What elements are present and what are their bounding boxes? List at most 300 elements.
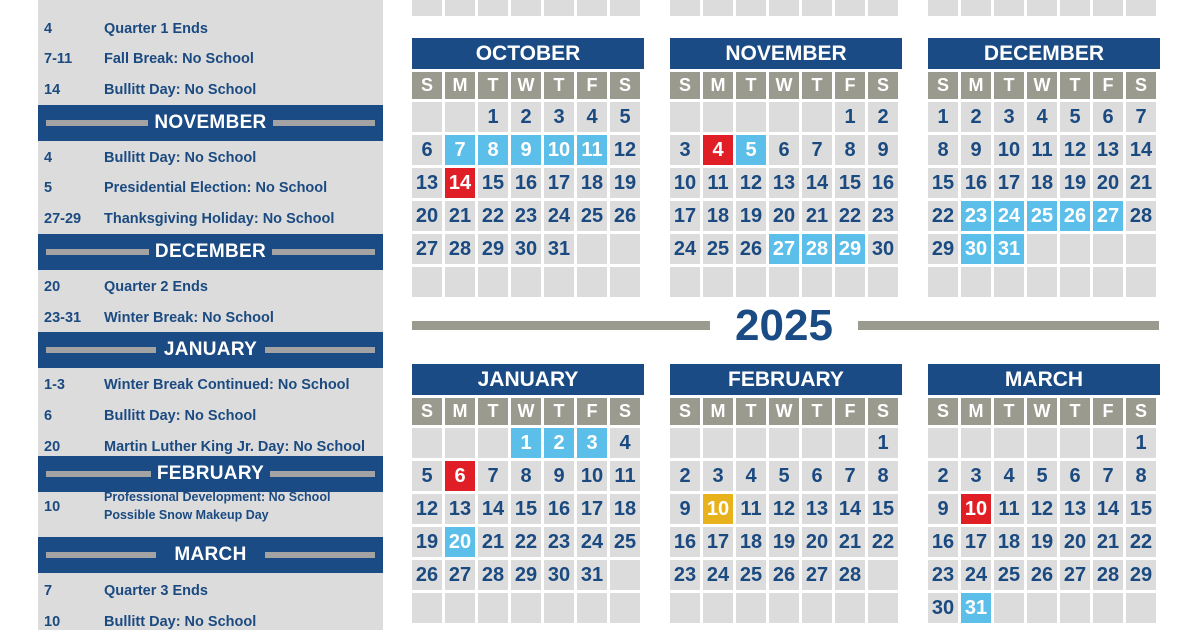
day-cell: 17 [961, 527, 991, 557]
day-cell: 19 [769, 527, 799, 557]
month-calendar-november [670, 38, 902, 297]
weekday-header: T [544, 72, 574, 99]
month-grid [670, 72, 902, 297]
empty-day-cell [1126, 593, 1156, 623]
day-cell: 2 [868, 102, 898, 132]
day-cell: 20 [1060, 527, 1090, 557]
event-description-line: Professional Development: No School [104, 490, 331, 504]
day-cell: 29 [1126, 560, 1156, 590]
day-cell: 5 [769, 461, 799, 491]
empty-day-cell [1027, 428, 1057, 458]
empty-day-cell [445, 428, 475, 458]
event-month-label: NOVEMBER [148, 112, 272, 133]
day-cell: 13 [1060, 494, 1090, 524]
event-description: Quarter 1 Ends [104, 21, 208, 37]
day-cell: 2 [544, 428, 574, 458]
event-row [38, 173, 383, 201]
event-month-header [38, 332, 383, 368]
weekday-header: S [928, 72, 958, 99]
empty-day-cell [928, 267, 958, 297]
empty-day-cell [736, 267, 766, 297]
weekday-header: W [1027, 398, 1057, 425]
day-cell: 23 [511, 201, 541, 231]
event-month-label: JANUARY [158, 339, 263, 360]
empty-day-cell [478, 428, 508, 458]
day-cell: 15 [1126, 494, 1156, 524]
day-cell: 7 [802, 135, 832, 165]
weekday-header: F [1093, 398, 1123, 425]
day-cell: 25 [577, 201, 607, 231]
empty-day-cell [994, 428, 1024, 458]
day-cell: 15 [478, 168, 508, 198]
day-cell: 19 [610, 168, 640, 198]
event-description: Quarter 3 Ends [104, 583, 208, 599]
day-cell: 15 [868, 494, 898, 524]
weekday-header: T [994, 72, 1024, 99]
event-row [38, 44, 383, 72]
day-cell: 7 [1126, 102, 1156, 132]
day-cell: 22 [928, 201, 958, 231]
day-cell: 7 [835, 461, 865, 491]
day-cell: 26 [769, 560, 799, 590]
day-cell: 20 [1093, 168, 1123, 198]
empty-day-cell [445, 593, 475, 623]
day-cell: 8 [478, 135, 508, 165]
event-row [38, 576, 383, 604]
day-cell: 16 [868, 168, 898, 198]
day-cell: 21 [835, 527, 865, 557]
event-date: 10 [44, 614, 61, 630]
month-calendar-october [412, 38, 644, 297]
day-cell: 17 [544, 168, 574, 198]
day-cell: 23 [868, 201, 898, 231]
empty-day-cell [670, 102, 700, 132]
event-description: Presidential Election: No School [104, 180, 328, 196]
day-cell: 28 [445, 234, 475, 264]
month-grid [412, 398, 644, 623]
weekday-header: M [703, 72, 733, 99]
day-cell: 31 [994, 234, 1024, 264]
events-panel [38, 0, 383, 630]
empty-day-cell [1126, 234, 1156, 264]
day-cell: 4 [610, 428, 640, 458]
day-cell: 11 [610, 461, 640, 491]
day-cell: 16 [670, 527, 700, 557]
empty-day-cell [769, 428, 799, 458]
empty-day-cell [544, 593, 574, 623]
day-cell: 22 [1126, 527, 1156, 557]
day-cell: 28 [802, 234, 832, 264]
day-cell: 16 [511, 168, 541, 198]
day-cell: 9 [928, 494, 958, 524]
day-cell: 6 [802, 461, 832, 491]
event-date: 1-3 [44, 377, 65, 393]
empty-day-cell [703, 102, 733, 132]
day-cell: 22 [511, 527, 541, 557]
event-row [38, 272, 383, 300]
day-cell: 9 [544, 461, 574, 491]
day-cell: 12 [769, 494, 799, 524]
empty-day-cell [961, 267, 991, 297]
day-cell: 13 [769, 168, 799, 198]
weekday-header: M [445, 72, 475, 99]
day-cell: 6 [769, 135, 799, 165]
empty-day-cell [868, 560, 898, 590]
weekday-header: W [769, 398, 799, 425]
empty-day-cell [736, 428, 766, 458]
day-cell: 10 [544, 135, 574, 165]
day-cell: 6 [445, 461, 475, 491]
day-cell: 29 [928, 234, 958, 264]
empty-day-cell [1060, 267, 1090, 297]
event-month-header [38, 234, 383, 270]
day-cell: 3 [961, 461, 991, 491]
day-cell: 14 [445, 168, 475, 198]
day-cell: 17 [703, 527, 733, 557]
day-cell: 22 [835, 201, 865, 231]
day-cell: 9 [670, 494, 700, 524]
day-cell: 1 [868, 428, 898, 458]
day-cell: 11 [1027, 135, 1057, 165]
weekday-header: T [802, 398, 832, 425]
day-cell: 31 [577, 560, 607, 590]
event-date: 23-31 [44, 310, 82, 326]
event-description: Bullitt Day: No School [104, 408, 257, 424]
event-date: 14 [44, 82, 61, 98]
day-cell: 9 [961, 135, 991, 165]
event-date: 4 [44, 150, 53, 166]
day-cell: 26 [1060, 201, 1090, 231]
event-description: Thanksgiving Holiday: No School [104, 211, 335, 227]
day-cell: 21 [1126, 168, 1156, 198]
empty-day-cell [544, 267, 574, 297]
day-cell: 22 [868, 527, 898, 557]
month-calendar-january [412, 364, 644, 623]
day-cell: 3 [577, 428, 607, 458]
day-cell: 31 [544, 234, 574, 264]
empty-day-cell [868, 593, 898, 623]
day-cell: 10 [703, 494, 733, 524]
weekday-header: F [835, 72, 865, 99]
day-cell: 5 [1027, 461, 1057, 491]
event-date: 20 [44, 439, 61, 455]
empty-day-cell [1126, 267, 1156, 297]
empty-day-cell [445, 267, 475, 297]
day-cell: 19 [736, 201, 766, 231]
day-cell: 26 [412, 560, 442, 590]
empty-day-cell [736, 593, 766, 623]
event-description: Bullitt Day: No School [104, 82, 257, 98]
month-grid [670, 398, 902, 623]
event-description: Bullitt Day: No School [104, 614, 257, 630]
day-cell: 20 [445, 527, 475, 557]
month-grid [928, 398, 1160, 623]
empty-day-cell [610, 593, 640, 623]
day-cell: 18 [994, 527, 1024, 557]
empty-day-cell [802, 593, 832, 623]
day-cell: 23 [670, 560, 700, 590]
weekday-header: W [769, 72, 799, 99]
day-cell: 13 [1093, 135, 1123, 165]
month-calendar-february [670, 364, 902, 623]
event-row [38, 75, 383, 103]
day-cell: 6 [1060, 461, 1090, 491]
day-cell: 18 [703, 201, 733, 231]
day-cell: 27 [1060, 560, 1090, 590]
day-cell: 9 [511, 135, 541, 165]
year-divider-left [412, 321, 710, 330]
empty-day-cell [577, 593, 607, 623]
day-cell: 25 [610, 527, 640, 557]
weekday-header: T [736, 398, 766, 425]
day-cell: 27 [412, 234, 442, 264]
day-cell: 24 [577, 527, 607, 557]
day-cell: 7 [478, 461, 508, 491]
event-row [38, 14, 383, 42]
weekday-header: S [928, 398, 958, 425]
day-cell: 28 [835, 560, 865, 590]
event-month-label: MARCH [168, 544, 252, 565]
empty-day-cell [1027, 267, 1057, 297]
empty-day-cell [994, 267, 1024, 297]
day-cell: 3 [703, 461, 733, 491]
month-title: MARCH [928, 364, 1160, 395]
day-cell: 15 [928, 168, 958, 198]
day-cell: 16 [544, 494, 574, 524]
day-cell: 3 [994, 102, 1024, 132]
day-cell: 23 [961, 201, 991, 231]
day-cell: 25 [736, 560, 766, 590]
empty-day-cell [961, 428, 991, 458]
previous-calendar-row-left [412, 0, 640, 16]
event-date: 27-29 [44, 211, 82, 227]
month-title: JANUARY [412, 364, 644, 395]
weekday-header: M [445, 398, 475, 425]
empty-day-cell [802, 102, 832, 132]
weekday-header: S [610, 398, 640, 425]
month-title: NOVEMBER [670, 38, 902, 69]
month-grid [412, 72, 644, 297]
day-cell: 8 [928, 135, 958, 165]
day-cell: 11 [736, 494, 766, 524]
weekday-header: S [412, 398, 442, 425]
day-cell: 27 [802, 560, 832, 590]
day-cell: 28 [478, 560, 508, 590]
day-cell: 5 [610, 102, 640, 132]
day-cell: 18 [577, 168, 607, 198]
empty-day-cell [412, 593, 442, 623]
day-cell: 10 [961, 494, 991, 524]
month-calendar-march [928, 364, 1160, 623]
day-cell: 4 [1027, 102, 1057, 132]
event-month-header [38, 537, 383, 573]
weekday-header: M [961, 72, 991, 99]
day-cell: 10 [577, 461, 607, 491]
day-cell: 29 [511, 560, 541, 590]
day-cell: 6 [412, 135, 442, 165]
day-cell: 13 [412, 168, 442, 198]
weekday-header: T [478, 398, 508, 425]
day-cell: 20 [769, 201, 799, 231]
event-description: Winter Break: No School [104, 310, 274, 326]
empty-day-cell [703, 593, 733, 623]
event-date: 20 [44, 279, 61, 295]
day-cell: 4 [736, 461, 766, 491]
day-cell: 21 [445, 201, 475, 231]
empty-day-cell [577, 267, 607, 297]
empty-day-cell [1060, 234, 1090, 264]
empty-day-cell [769, 102, 799, 132]
day-cell: 11 [577, 135, 607, 165]
day-cell: 3 [544, 102, 574, 132]
day-cell: 27 [769, 234, 799, 264]
weekday-header: T [1060, 398, 1090, 425]
day-cell: 31 [961, 593, 991, 623]
day-cell: 15 [835, 168, 865, 198]
empty-day-cell [1093, 428, 1123, 458]
event-description: Fall Break: No School [104, 51, 254, 67]
event-description: Winter Break Continued: No School [104, 377, 350, 393]
event-month-label: FEBRUARY [151, 463, 270, 484]
empty-day-cell [802, 267, 832, 297]
day-cell: 10 [994, 135, 1024, 165]
day-cell: 18 [1027, 168, 1057, 198]
month-title: FEBRUARY [670, 364, 902, 395]
day-cell: 30 [961, 234, 991, 264]
day-cell: 10 [670, 168, 700, 198]
year-divider-right [858, 321, 1159, 330]
event-month-label: DECEMBER [149, 241, 272, 262]
empty-day-cell [994, 593, 1024, 623]
day-cell: 14 [1126, 135, 1156, 165]
empty-day-cell [835, 267, 865, 297]
month-calendar-december [928, 38, 1160, 297]
day-cell: 27 [1093, 201, 1123, 231]
day-cell: 21 [1093, 527, 1123, 557]
day-cell: 1 [928, 102, 958, 132]
day-cell: 2 [670, 461, 700, 491]
day-cell: 27 [445, 560, 475, 590]
year-title: 2025 [735, 301, 833, 350]
day-cell: 25 [994, 560, 1024, 590]
weekday-header: S [868, 398, 898, 425]
day-cell: 19 [1060, 168, 1090, 198]
day-cell: 14 [802, 168, 832, 198]
event-row [38, 401, 383, 429]
weekday-header: M [703, 398, 733, 425]
event-description: Bullitt Day: No School [104, 150, 257, 166]
day-cell: 28 [1093, 560, 1123, 590]
day-cell: 24 [961, 560, 991, 590]
day-cell: 14 [478, 494, 508, 524]
day-cell: 26 [1027, 560, 1057, 590]
day-cell: 9 [868, 135, 898, 165]
day-cell: 26 [610, 201, 640, 231]
empty-day-cell [577, 234, 607, 264]
previous-calendar-row-middle [670, 0, 898, 16]
day-cell: 24 [994, 201, 1024, 231]
day-cell: 25 [1027, 201, 1057, 231]
day-cell: 17 [577, 494, 607, 524]
empty-day-cell [1093, 267, 1123, 297]
day-cell: 4 [703, 135, 733, 165]
day-cell: 1 [835, 102, 865, 132]
event-row [38, 204, 383, 232]
empty-day-cell [610, 234, 640, 264]
day-cell: 30 [544, 560, 574, 590]
day-cell: 4 [577, 102, 607, 132]
event-description: Quarter 2 Ends [104, 279, 208, 295]
weekday-header: S [610, 72, 640, 99]
event-date: 5 [44, 180, 53, 196]
day-cell: 24 [670, 234, 700, 264]
day-cell: 21 [478, 527, 508, 557]
day-cell: 1 [1126, 428, 1156, 458]
day-cell: 8 [511, 461, 541, 491]
day-cell: 5 [736, 135, 766, 165]
empty-day-cell [478, 593, 508, 623]
empty-day-cell [610, 560, 640, 590]
weekday-header: F [577, 398, 607, 425]
day-cell: 1 [511, 428, 541, 458]
day-cell: 7 [445, 135, 475, 165]
weekday-header: S [412, 72, 442, 99]
day-cell: 14 [835, 494, 865, 524]
month-title: OCTOBER [412, 38, 644, 69]
event-date: 4 [44, 21, 53, 37]
day-cell: 4 [994, 461, 1024, 491]
empty-day-cell [703, 267, 733, 297]
day-cell: 23 [928, 560, 958, 590]
empty-day-cell [1027, 234, 1057, 264]
empty-day-cell [670, 428, 700, 458]
day-cell: 28 [1126, 201, 1156, 231]
day-cell: 23 [544, 527, 574, 557]
weekday-header: S [670, 72, 700, 99]
day-cell: 3 [670, 135, 700, 165]
weekday-header: T [994, 398, 1024, 425]
weekday-header: F [1093, 72, 1123, 99]
weekday-header: T [478, 72, 508, 99]
event-month-header [38, 105, 383, 141]
empty-day-cell [1093, 593, 1123, 623]
empty-day-cell [478, 267, 508, 297]
day-cell: 11 [994, 494, 1024, 524]
day-cell: 26 [736, 234, 766, 264]
empty-day-cell [1027, 593, 1057, 623]
day-cell: 22 [478, 201, 508, 231]
day-cell: 2 [961, 102, 991, 132]
empty-day-cell [736, 102, 766, 132]
empty-day-cell [703, 428, 733, 458]
empty-day-cell [511, 593, 541, 623]
weekday-header: S [868, 72, 898, 99]
day-cell: 1 [478, 102, 508, 132]
event-row [38, 485, 383, 525]
weekday-header: T [1060, 72, 1090, 99]
day-cell: 16 [961, 168, 991, 198]
weekday-header: T [544, 398, 574, 425]
month-grid [928, 72, 1160, 297]
event-date: 6 [44, 408, 53, 424]
event-description-line: Possible Snow Makeup Day [104, 508, 269, 522]
weekday-header: S [1126, 398, 1156, 425]
day-cell: 16 [928, 527, 958, 557]
day-cell: 8 [1126, 461, 1156, 491]
weekday-header: W [511, 398, 541, 425]
event-description: Martin Luther King Jr. Day: No School [104, 439, 366, 455]
empty-day-cell [670, 267, 700, 297]
